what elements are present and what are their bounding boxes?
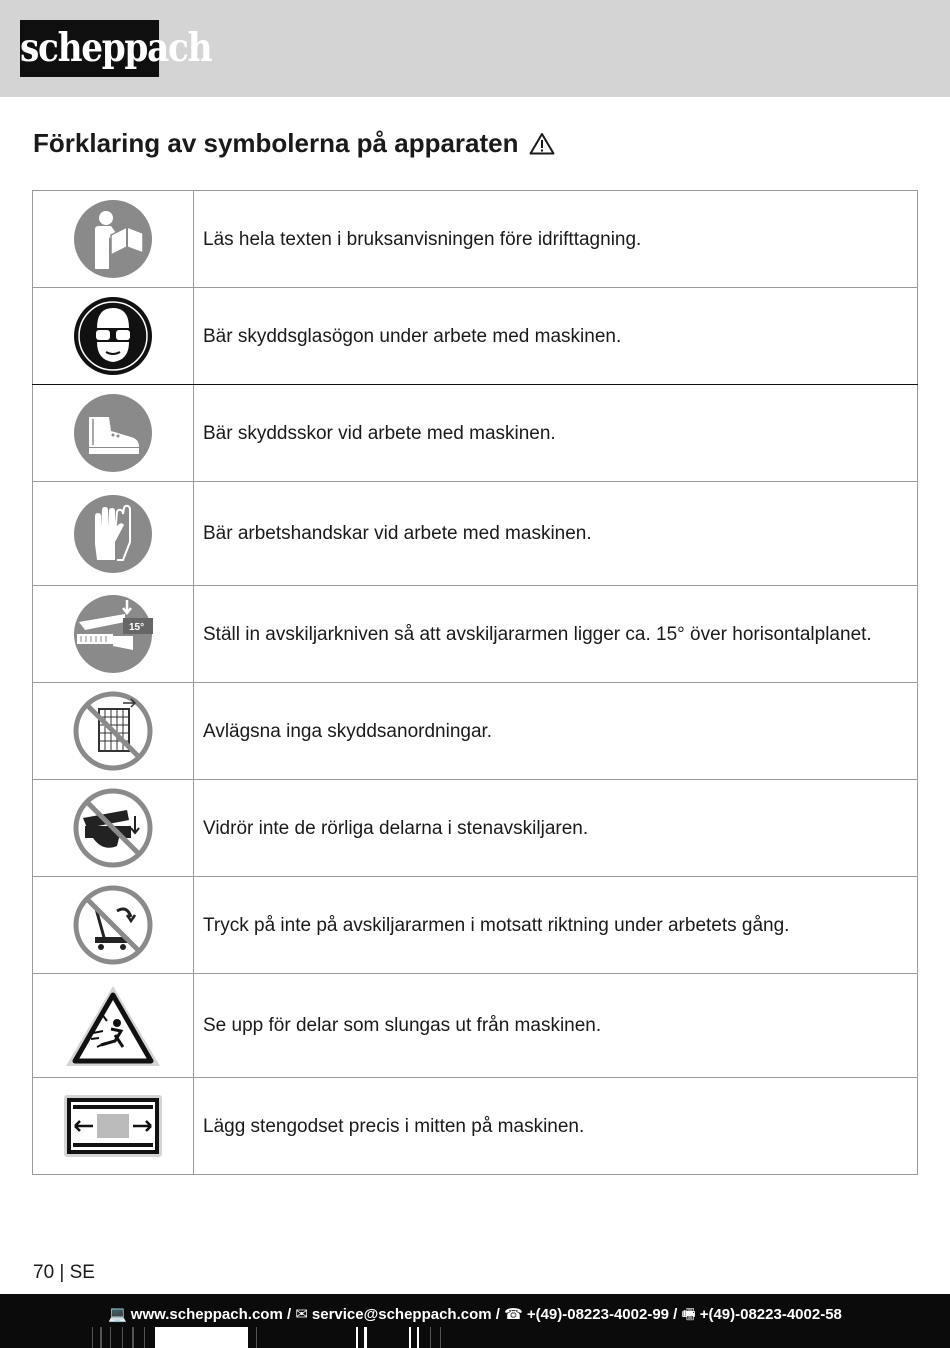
warning-triangle-icon (529, 132, 555, 155)
email-icon: ✉ (295, 1306, 308, 1323)
table-row (33, 191, 918, 288)
symbol-text: Lägg stengodset precis i mitten på maskinen. (194, 1078, 918, 1175)
symbol-text: Bär skyddsglasögon under arbete med maskinen. (194, 288, 918, 385)
angle-badge: 15° (129, 622, 145, 633)
page-header (0, 0, 950, 97)
page-number: 70 | SE (33, 1262, 95, 1283)
computer-icon: 💻 (108, 1306, 127, 1323)
no-reverse-press-icon (73, 885, 153, 965)
symbol-text: Läs hela texten i bruksanvisningen före idrifttagning. (194, 191, 918, 288)
safety-shoes-icon (73, 393, 153, 473)
contact-line: 💻 www.scheppach.com / ✉ service@scheppach.com / ☎ +(49)-08223-4002-99 / 🖷 +(49)-08223-4002-58 (108, 1306, 842, 1323)
read-manual-icon (73, 199, 153, 279)
symbols-table (32, 190, 918, 1175)
fax-number: +(49)-08223-4002-58 (699, 1306, 842, 1323)
fax-icon: 🖷 (681, 1306, 696, 1323)
no-touch-moving-parts-icon (73, 788, 153, 868)
blade-angle-icon (73, 594, 153, 674)
phone-number: +(49)-08223-4002-99 (526, 1306, 669, 1323)
page-title: Förklaring av symbolerna på apparaten (33, 128, 519, 158)
footer-decoration (0, 1327, 950, 1348)
section-title (33, 128, 555, 159)
symbol-text: Tryck på inte på avskiljararmen i motsatt riktning under arbetets gång. (194, 877, 918, 974)
table-row (33, 288, 918, 385)
gloves-icon (73, 494, 153, 574)
symbol-text: Ställ in avskiljarkniven så att avskiljararmen ligger ca. 15° över horisontalplanet. (194, 586, 918, 683)
no-remove-guard-icon (73, 691, 153, 771)
table-row (33, 1078, 918, 1175)
table-row (33, 877, 918, 974)
table-row (33, 586, 918, 683)
table-row (33, 385, 918, 482)
email-link[interactable]: service@scheppach.com (311, 1306, 492, 1323)
website-link[interactable]: www.scheppach.com (130, 1306, 283, 1323)
symbol-text: Bär skyddsskor vid arbete med maskinen. (194, 385, 918, 482)
table-row (33, 974, 918, 1078)
scheppach-logo: scheppach (20, 20, 159, 77)
phone-icon: ☎ (504, 1306, 523, 1323)
safety-goggles-icon (73, 296, 153, 376)
flying-parts-warning-icon (63, 983, 163, 1069)
table-row (33, 683, 918, 780)
table-row (33, 780, 918, 877)
symbol-text: Se upp för delar som slungas ut från maskinen. (194, 974, 918, 1078)
table-row (33, 482, 918, 586)
center-material-icon (63, 1094, 163, 1158)
symbol-text: Vidrör inte de rörliga delarna i stenavskiljaren. (194, 780, 918, 877)
page-footer (0, 1294, 950, 1348)
symbol-text: Avlägsna inga skyddsanordningar. (194, 683, 918, 780)
symbol-text: Bär arbetshandskar vid arbete med maskinen. (194, 482, 918, 586)
